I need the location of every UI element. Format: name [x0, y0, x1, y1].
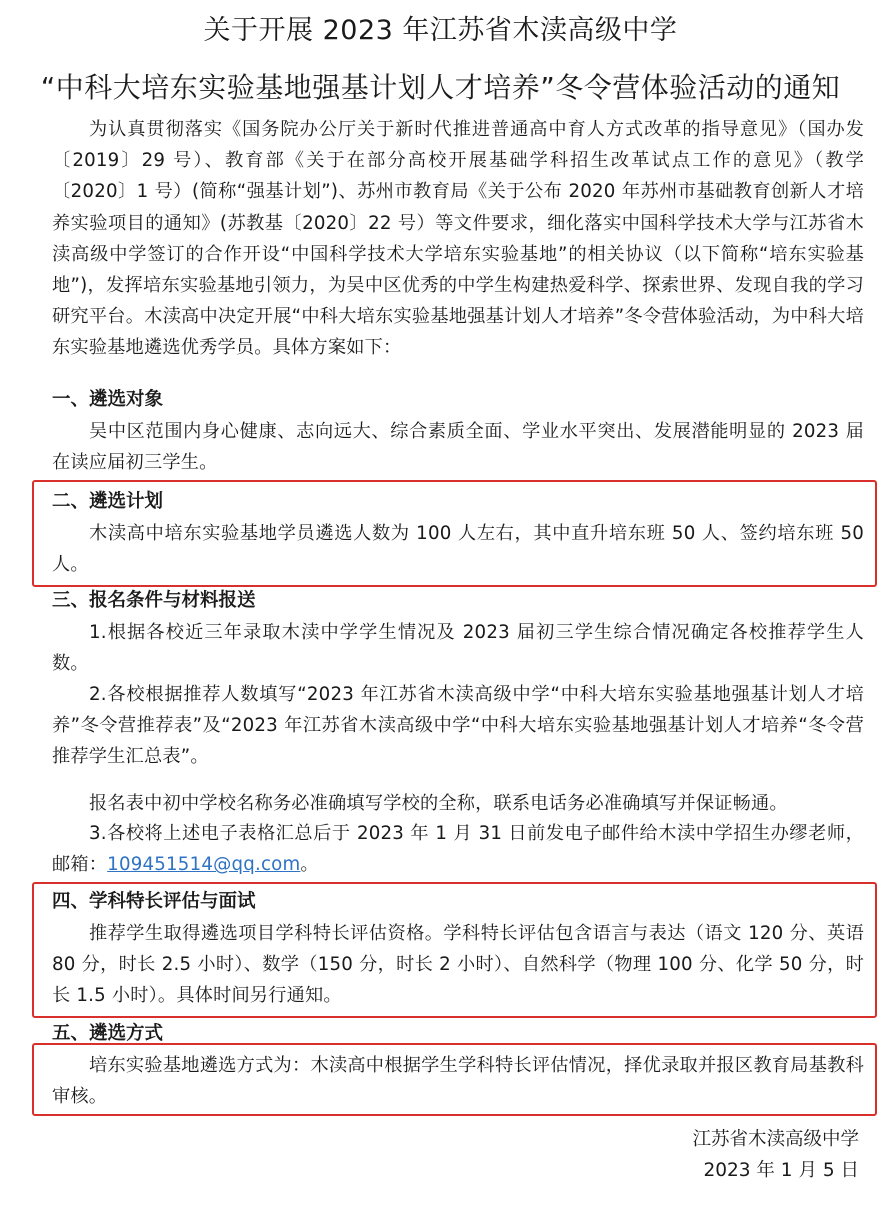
section-2-heading: 二、遴选计划 — [52, 491, 164, 512]
signature-org: 江苏省木渎高级中学 — [692, 1129, 859, 1150]
section-4-body: 推荐学生取得遴选项目学科特长评估资格。学科特长评估包含语言与表达（语文 120 分、英语 80 分，时长 2.5 小时）、数学（150 分，时长 2 小时）、自然科学（物理 100 分、化学 50 分，时长 1.5 小时）。具体时间另行通知。 — [52, 923, 864, 1007]
section-3-heading: 三、报名条件与材料报送 — [52, 590, 256, 611]
section-3-para-2: 2.各校根据推荐人数填写“2023 年江苏省木渎高级中学“中科大培东实验基地强基计划人才培养”冬令营推荐表”及“2023 年江苏省木渎高级中学“中科大培东实验基地强基计划人才培养“冬令营推荐学生汇总表”。 — [52, 684, 864, 768]
signature-date: 2023 年 1 月 5 日 — [703, 1160, 859, 1181]
section-3-para-4-end: 。 — [300, 854, 319, 876]
section-3-para-4 — [52, 818, 864, 880]
section-3-para-1: 1.根据各校近三年录取木渎中学学生情况及 2023 届初三学生综合情况确定各校推荐学生人数。 — [52, 622, 864, 675]
section-5-heading: 五、遴选方式 — [52, 1023, 164, 1044]
section-1-heading: 一、遴选对象 — [52, 389, 164, 410]
email-link[interactable]: 109451514@qq.com — [107, 854, 301, 876]
section-4-heading: 四、学科特长评估与面试 — [52, 891, 256, 912]
title-line-1: 关于开展 2023 年江苏省木渎高级中学 — [203, 15, 678, 46]
section-1-body: 吴中区范围内身心健康、志向远大、综合素质全面、学业水平突出、发展潜能明显的 2023 届在读应届初三学生。 — [52, 421, 864, 474]
section-3-para-4-text: 3.各校将上述电子表格汇总后于 2023 年 1 月 31 日前发电子邮件给木渎中学招生办缪老师，邮箱： — [52, 823, 864, 876]
section-5-body: 培东实验基地遴选方式为：木渎高中根据学生学科特长评估情况，择优录取并报区教育局基教科审核。 — [52, 1055, 864, 1108]
section-2-body: 木渎高中培东实验基地学员遴选人数为 100 人左右，其中直升培东班 50 人、签约培东班 50 人。 — [52, 523, 864, 576]
title-line-2: “中科大培东实验基地强基计划人才培养”冬令营体验活动的通知 — [40, 71, 841, 104]
intro-paragraph: 为认真贯彻落实《国务院办公厅关于新时代推进普通高中育人方式改革的指导意见》（国办发〔2019〕29 号）、教育部《关于在部分高校开展基础学科招生改革试点工作的意见》（教学〔2020〕1 号）(简称“强基计划”)、苏州市教育局《关于公布 2020 年苏州市基础教育创新人才培养实验项目的通知》(苏教基〔2020〕22 号）等文件要求，细化落实中国科学技术大学与江苏省木渎高级中学签订的合作开设“中国科学技术大学培东实验基地”的相关协议（以下简称“培东实验基地”)，发挥培东实验基地引领力，为吴中区优秀的中学生构建热爱科学、探索世界、发现自我的学习研究平台。木渎高中决定开展“中科大培东实验基地强基计划人才培养”冬令营体验活动，为中科大培东实验基地遴选优秀学员。具体方案如下： — [52, 119, 864, 359]
section-3-para-3: 报名表中初中学校名称务必准确填写学校的全称，联系电话务必准确填写并保证畅通。 — [89, 793, 788, 814]
